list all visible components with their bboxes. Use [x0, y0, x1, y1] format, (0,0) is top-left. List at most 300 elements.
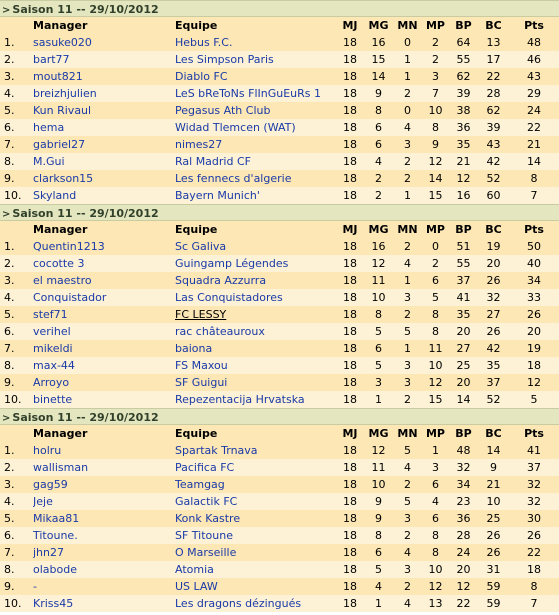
bc-cell: 59	[478, 578, 509, 595]
mj-cell: 18	[336, 527, 364, 544]
manager-link[interactable]: wallisman	[33, 461, 89, 474]
bc-cell: 22	[478, 68, 509, 85]
col-team: Equipe	[175, 425, 336, 442]
manager-cell	[33, 255, 175, 272]
manager-link[interactable]: cocotte 3	[33, 257, 85, 270]
manager-cell	[33, 238, 175, 255]
pts-cell: 12	[509, 374, 559, 391]
col-bp: BP	[449, 425, 478, 442]
col-mj: MJ	[336, 17, 364, 34]
mg-cell: 9	[364, 85, 393, 102]
table-row	[0, 102, 559, 119]
col-bc: BC	[478, 221, 509, 238]
team-cell	[175, 306, 336, 323]
manager-link[interactable]: gabriel27	[33, 138, 86, 151]
team-link[interactable]: Konk Kastre	[175, 512, 241, 525]
mp-cell: 8	[422, 527, 449, 544]
manager-link[interactable]: breizhjulien	[33, 87, 97, 100]
mj-cell: 18	[336, 493, 364, 510]
team-link[interactable]: Guingamp Légendes	[175, 257, 289, 270]
pts-cell: 33	[509, 289, 559, 306]
expand-arrow-icon[interactable]: >	[2, 413, 11, 424]
bc-cell: 13	[478, 34, 509, 51]
pts-cell: 19	[509, 340, 559, 357]
manager-cell	[33, 289, 175, 306]
team-link[interactable]: LeS bReToNs FlInGuEuRs 1	[175, 87, 322, 100]
rank-cell: 7.	[0, 544, 33, 561]
league-table	[0, 408, 559, 612]
rank-cell: 5.	[0, 102, 33, 119]
team-link[interactable]: Atomia	[175, 563, 214, 576]
bc-cell: 25	[478, 510, 509, 527]
bc-cell: 43	[478, 136, 509, 153]
mg-cell: 11	[364, 459, 393, 476]
mn-cell: 4	[393, 255, 422, 272]
mp-cell: 15	[422, 187, 449, 204]
manager-cell	[33, 272, 175, 289]
mn-cell: 1	[393, 272, 422, 289]
team-cell	[175, 136, 336, 153]
pts-cell: 7	[509, 187, 559, 204]
table-row	[0, 68, 559, 85]
col-mj: MJ	[336, 425, 364, 442]
bc-cell: 42	[478, 340, 509, 357]
bc-cell: 14	[478, 442, 509, 459]
manager-link[interactable]: el maestro	[33, 274, 92, 287]
team-link[interactable]: Repezentacija Hrvatska	[175, 393, 305, 406]
mj-cell: 18	[336, 51, 364, 68]
col-mg: MG	[364, 221, 393, 238]
mn-cell: 1	[393, 340, 422, 357]
manager-link[interactable]: Titoune.	[33, 529, 78, 542]
bp-cell: 20	[449, 561, 478, 578]
pts-cell: 21	[509, 136, 559, 153]
bp-cell: 38	[449, 102, 478, 119]
mn-cell: 2	[393, 170, 422, 187]
manager-cell	[33, 442, 175, 459]
team-link[interactable]: Galactik FC	[175, 495, 238, 508]
mp-cell: 11	[422, 340, 449, 357]
manager-link[interactable]: Arroyo	[33, 376, 70, 389]
team-link[interactable]: Les fennecs d'algerie	[175, 172, 292, 185]
bc-cell: 59	[478, 595, 509, 612]
mj-cell: 18	[336, 255, 364, 272]
table-row	[0, 459, 559, 476]
team-link[interactable]: Les Simpson Paris	[175, 53, 274, 66]
manager-link[interactable]: max-44	[33, 359, 75, 372]
pts-cell: 29	[509, 85, 559, 102]
manager-cell	[33, 391, 175, 408]
bp-cell: 22	[449, 595, 478, 612]
team-cell	[175, 340, 336, 357]
bp-cell: 21	[449, 153, 478, 170]
mj-cell: 18	[336, 34, 364, 51]
mp-cell: 9	[422, 136, 449, 153]
pts-cell: 5	[509, 391, 559, 408]
mp-cell: 10	[422, 561, 449, 578]
mp-cell: 12	[422, 578, 449, 595]
bc-cell: 37	[478, 374, 509, 391]
team-link[interactable]: SF Titoune	[175, 529, 233, 542]
table-row	[0, 374, 559, 391]
mn-cell: 3	[393, 374, 422, 391]
manager-cell	[33, 578, 175, 595]
team-cell	[175, 357, 336, 374]
rank-cell: 4.	[0, 85, 33, 102]
mn-cell: 3	[393, 510, 422, 527]
col-bc: BC	[478, 425, 509, 442]
col-team: Equipe	[175, 17, 336, 34]
manager-cell	[33, 187, 175, 204]
pts-cell: 34	[509, 272, 559, 289]
table-row	[0, 306, 559, 323]
team-cell	[175, 272, 336, 289]
mn-cell: 2	[393, 578, 422, 595]
table-row	[0, 391, 559, 408]
mj-cell: 18	[336, 323, 364, 340]
mj-cell: 18	[336, 442, 364, 459]
mp-cell: 3	[422, 68, 449, 85]
bp-cell: 32	[449, 459, 478, 476]
expand-arrow-icon[interactable]: >	[2, 5, 11, 16]
mp-cell: 12	[422, 374, 449, 391]
team-link[interactable]: FC LESSY	[175, 308, 227, 321]
manager-link[interactable]: jhn27	[33, 546, 64, 559]
bc-cell: 26	[478, 323, 509, 340]
table-row	[0, 442, 559, 459]
mj-cell: 18	[336, 391, 364, 408]
bp-cell: 64	[449, 34, 478, 51]
bc-cell: 35	[478, 357, 509, 374]
mj-cell: 18	[336, 578, 364, 595]
manager-link[interactable]: Mikaa81	[33, 512, 80, 525]
manager-cell	[33, 493, 175, 510]
manager-cell	[33, 459, 175, 476]
mn-cell: 1	[393, 51, 422, 68]
bc-cell: 19	[478, 238, 509, 255]
mg-cell: 8	[364, 306, 393, 323]
mg-cell: 2	[364, 187, 393, 204]
mg-cell: 1	[364, 391, 393, 408]
rank-cell: 5.	[0, 510, 33, 527]
manager-link[interactable]: bart77	[33, 53, 70, 66]
table-row	[0, 255, 559, 272]
bp-cell: 37	[449, 272, 478, 289]
manager-link[interactable]: gag59	[33, 478, 68, 491]
mj-cell: 18	[336, 476, 364, 493]
league-header[interactable]	[0, 408, 559, 425]
team-link[interactable]: Bayern Munich'	[175, 189, 260, 202]
mg-cell: 6	[364, 136, 393, 153]
mp-cell: 1	[422, 442, 449, 459]
rank-cell: 1.	[0, 34, 33, 51]
manager-link[interactable]: Kriss45	[33, 597, 74, 610]
mp-cell: 8	[422, 544, 449, 561]
rank-cell: 10.	[0, 391, 33, 408]
team-cell	[175, 510, 336, 527]
pts-cell: 7	[509, 595, 559, 612]
mg-cell: 5	[364, 561, 393, 578]
table-row	[0, 493, 559, 510]
mn-cell: 1	[393, 68, 422, 85]
mp-cell: 6	[422, 476, 449, 493]
mn-cell: 2	[393, 153, 422, 170]
pts-cell: 32	[509, 476, 559, 493]
team-link[interactable]: SF Guigui	[175, 376, 228, 389]
bc-cell: 17	[478, 51, 509, 68]
mn-cell: 2	[393, 85, 422, 102]
bc-cell: 9	[478, 459, 509, 476]
rank-cell: 7.	[0, 136, 33, 153]
team-cell	[175, 323, 336, 340]
manager-link[interactable]: stef71	[33, 308, 68, 321]
mp-cell: 8	[422, 306, 449, 323]
league-title: Saison 11 -- 29/10/2012	[12, 3, 159, 16]
manager-link[interactable]: mout821	[33, 70, 83, 83]
rank-cell: 2.	[0, 255, 33, 272]
manager-cell	[33, 68, 175, 85]
mp-cell: 15	[422, 391, 449, 408]
team-link[interactable]: O Marseille	[175, 546, 237, 559]
manager-link[interactable]: Jeje	[33, 495, 53, 508]
league-header[interactable]	[0, 204, 559, 221]
team-link[interactable]: baiona	[175, 342, 213, 355]
mj-cell: 18	[336, 102, 364, 119]
table-row	[0, 476, 559, 493]
rank-cell: 10.	[0, 187, 33, 204]
pts-cell: 43	[509, 68, 559, 85]
team-cell	[175, 238, 336, 255]
mn-cell: 5	[393, 323, 422, 340]
mn-cell: 2	[393, 476, 422, 493]
team-cell	[175, 187, 336, 204]
manager-cell	[33, 561, 175, 578]
team-cell	[175, 170, 336, 187]
manager-link[interactable]: Kun Rivaul	[33, 104, 92, 117]
rank-cell: 6.	[0, 527, 33, 544]
mp-cell: 10	[422, 357, 449, 374]
table-row	[0, 357, 559, 374]
mp-cell: 3	[422, 459, 449, 476]
bc-cell: 20	[478, 255, 509, 272]
mn-cell: 4	[393, 595, 422, 612]
manager-cell	[33, 510, 175, 527]
pts-cell: 40	[509, 255, 559, 272]
col-mn: MN	[393, 221, 422, 238]
manager-link[interactable]: -	[33, 580, 37, 593]
table-row	[0, 561, 559, 578]
team-link[interactable]: Las Conquistadores	[175, 291, 283, 304]
manager-link[interactable]: Quentin1213	[33, 240, 105, 253]
team-link[interactable]: Ral Madrid CF	[175, 155, 251, 168]
manager-link[interactable]: hema	[33, 121, 65, 134]
table-row	[0, 187, 559, 204]
col-mn: MN	[393, 17, 422, 34]
rank-cell: 9.	[0, 170, 33, 187]
mp-cell: 13	[422, 595, 449, 612]
mj-cell: 18	[336, 68, 364, 85]
col-bp: BP	[449, 221, 478, 238]
rank-cell: 9.	[0, 374, 33, 391]
team-link[interactable]: rac châteauroux	[175, 325, 265, 338]
mg-cell: 16	[364, 238, 393, 255]
rank-cell: 5.	[0, 306, 33, 323]
mn-cell: 5	[393, 442, 422, 459]
team-cell	[175, 85, 336, 102]
rank-cell: 6.	[0, 119, 33, 136]
mg-cell: 5	[364, 323, 393, 340]
bc-cell: 26	[478, 544, 509, 561]
mp-cell: 6	[422, 510, 449, 527]
team-link[interactable]: Hebus F.C.	[175, 36, 233, 49]
col-bc: BC	[478, 17, 509, 34]
table-row	[0, 595, 559, 612]
mn-cell: 1	[393, 187, 422, 204]
team-cell	[175, 153, 336, 170]
pts-cell: 30	[509, 510, 559, 527]
manager-link[interactable]: binette	[33, 393, 73, 406]
team-link[interactable]: Sc Galiva	[175, 240, 227, 253]
mp-cell: 12	[422, 153, 449, 170]
mg-cell: 11	[364, 272, 393, 289]
mn-cell: 3	[393, 357, 422, 374]
team-cell	[175, 374, 336, 391]
team-cell	[175, 289, 336, 306]
mp-cell: 10	[422, 102, 449, 119]
team-link[interactable]: Widad Tlemcen (WAT)	[175, 121, 296, 134]
manager-cell	[33, 357, 175, 374]
manager-link[interactable]: Conquistador	[33, 291, 107, 304]
expand-arrow-icon[interactable]: >	[2, 209, 11, 220]
standings-table	[0, 221, 559, 408]
mj-cell: 18	[336, 374, 364, 391]
rank-cell: 2.	[0, 51, 33, 68]
mg-cell: 9	[364, 493, 393, 510]
rank-cell: 10.	[0, 595, 33, 612]
pts-cell: 18	[509, 561, 559, 578]
mj-cell: 18	[336, 187, 364, 204]
table-row	[0, 153, 559, 170]
rank-cell: 6.	[0, 323, 33, 340]
mn-cell: 0	[393, 102, 422, 119]
team-link[interactable]: Les dragons dézingués	[175, 597, 302, 610]
bp-cell: 24	[449, 544, 478, 561]
rank-cell: 7.	[0, 340, 33, 357]
team-cell	[175, 459, 336, 476]
mp-cell: 8	[422, 119, 449, 136]
manager-cell	[33, 476, 175, 493]
team-link[interactable]: Teamgag	[175, 478, 225, 491]
mj-cell: 18	[336, 306, 364, 323]
bc-cell: 52	[478, 170, 509, 187]
manager-link[interactable]: sasuke020	[33, 36, 92, 49]
manager-link[interactable]: holru	[33, 444, 62, 457]
col-rank	[0, 425, 33, 442]
bc-cell: 32	[478, 289, 509, 306]
manager-link[interactable]: verihel	[33, 325, 71, 338]
mn-cell: 2	[393, 391, 422, 408]
mn-cell: 3	[393, 561, 422, 578]
team-link[interactable]: Squadra Azzurra	[175, 274, 267, 287]
manager-cell	[33, 595, 175, 612]
pts-cell: 22	[509, 119, 559, 136]
manager-link[interactable]: clarkson15	[33, 172, 94, 185]
bc-cell: 42	[478, 153, 509, 170]
team-link[interactable]: Pegasus Ath Club	[175, 104, 271, 117]
manager-cell	[33, 85, 175, 102]
team-link[interactable]: US LAW	[175, 580, 218, 593]
rank-cell: 1.	[0, 442, 33, 459]
mg-cell: 6	[364, 119, 393, 136]
team-cell	[175, 442, 336, 459]
team-cell	[175, 391, 336, 408]
mj-cell: 18	[336, 561, 364, 578]
mj-cell: 18	[336, 238, 364, 255]
rank-cell: 9.	[0, 578, 33, 595]
col-mp: MP	[422, 221, 449, 238]
bp-cell: 51	[449, 238, 478, 255]
pts-cell: 37	[509, 459, 559, 476]
league-table	[0, 204, 559, 408]
col-rank	[0, 17, 33, 34]
manager-link[interactable]: Skyland	[33, 189, 77, 202]
manager-cell	[33, 34, 175, 51]
table-header-row	[0, 17, 559, 34]
pts-cell: 22	[509, 544, 559, 561]
manager-cell	[33, 374, 175, 391]
manager-link[interactable]: mikeldi	[33, 342, 73, 355]
team-cell	[175, 68, 336, 85]
team-link[interactable]: Spartak Trnava	[175, 444, 258, 457]
bc-cell: 21	[478, 476, 509, 493]
team-cell	[175, 578, 336, 595]
mn-cell: 4	[393, 119, 422, 136]
bc-cell: 60	[478, 187, 509, 204]
manager-cell	[33, 323, 175, 340]
manager-cell	[33, 544, 175, 561]
pts-cell: 41	[509, 442, 559, 459]
bc-cell: 26	[478, 527, 509, 544]
team-link[interactable]: Diablo FC	[175, 70, 228, 83]
league-header[interactable]	[0, 0, 559, 17]
manager-link[interactable]: olabode	[33, 563, 77, 576]
bp-cell: 48	[449, 442, 478, 459]
mp-cell: 6	[422, 272, 449, 289]
team-link[interactable]: nimes27	[175, 138, 223, 151]
col-mn: MN	[393, 425, 422, 442]
manager-cell	[33, 340, 175, 357]
mj-cell: 18	[336, 510, 364, 527]
mj-cell: 18	[336, 85, 364, 102]
mj-cell: 18	[336, 357, 364, 374]
bp-cell: 36	[449, 119, 478, 136]
mg-cell: 5	[364, 357, 393, 374]
team-link[interactable]: Pacifica FC	[175, 461, 235, 474]
mg-cell: 2	[364, 170, 393, 187]
mj-cell: 18	[336, 595, 364, 612]
pts-cell: 18	[509, 357, 559, 374]
mg-cell: 8	[364, 527, 393, 544]
bp-cell: 27	[449, 340, 478, 357]
rank-cell: 3.	[0, 68, 33, 85]
bp-cell: 35	[449, 136, 478, 153]
team-link[interactable]: FS Maxou	[175, 359, 228, 372]
manager-link[interactable]: M.Gui	[33, 155, 65, 168]
mg-cell: 10	[364, 289, 393, 306]
rank-cell: 1.	[0, 238, 33, 255]
rank-cell: 3.	[0, 476, 33, 493]
pts-cell: 24	[509, 102, 559, 119]
